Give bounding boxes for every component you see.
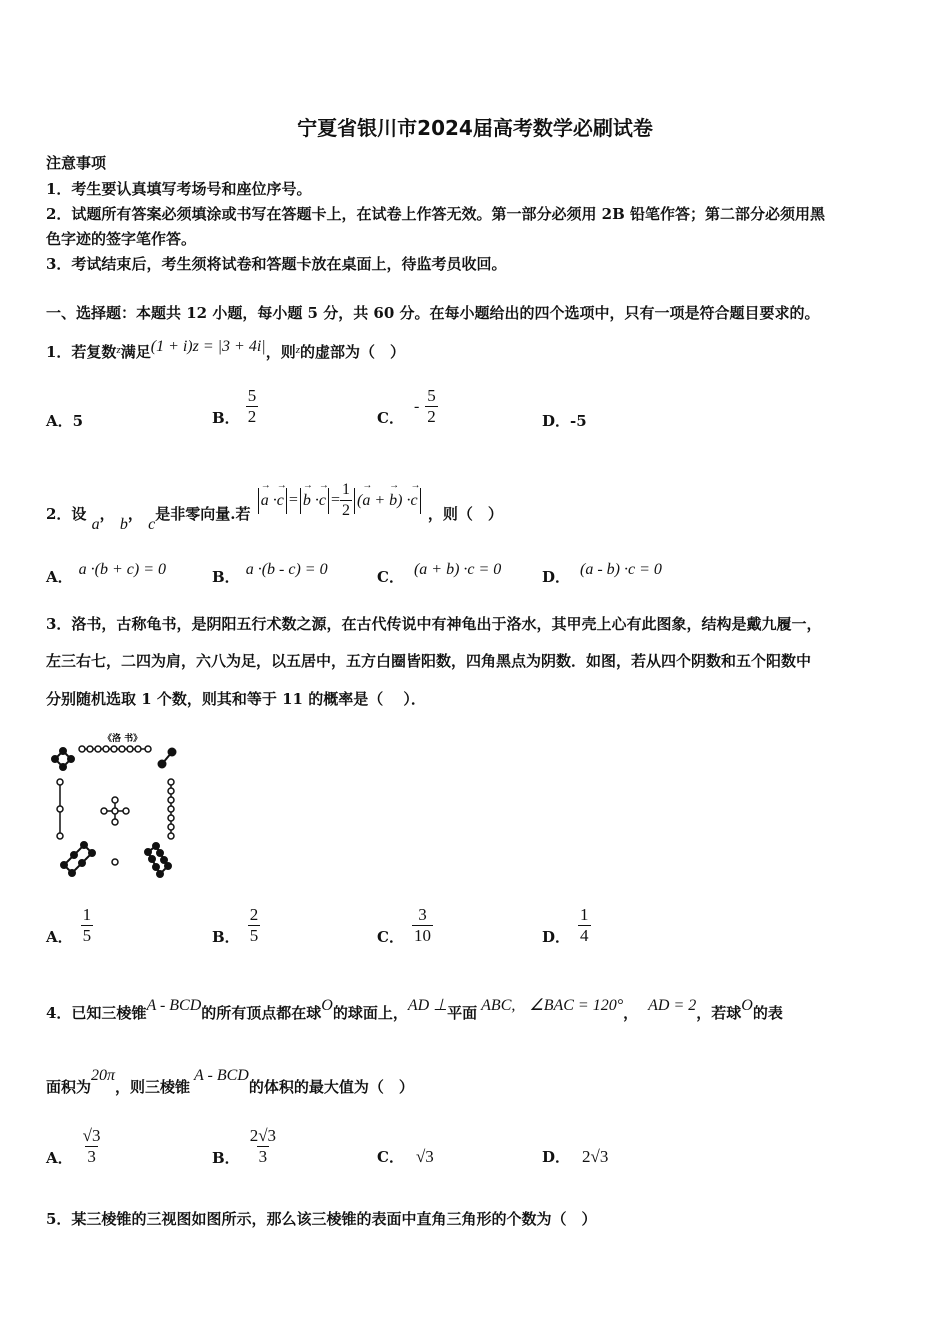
luoshu-four bbox=[52, 748, 74, 770]
notice-item: 2．试题所有答案必须填涂或书写在答题卡上，在试卷上作答无效。第一部分必须用 2B 铅笔作答；第二部分必须用黑 bbox=[46, 205, 826, 223]
question-3-line: 左三右七，二四为肩，六八为足，以五居中，五方白圈皆阳数，四角黑点为阴数．如图，若从四个阴数和五个阳数中 bbox=[46, 652, 812, 670]
q4-option-a[interactable]: A． $\frac{√3}{3}$ bbox=[46, 1126, 101, 1167]
notice-item: 3．考试结束后，考生须将试卷和答题卡放在桌面上，待监考员收回。 bbox=[46, 255, 507, 273]
luoshu-five bbox=[101, 797, 129, 825]
question-5: 5．某三棱锥的三视图如图所示，那么该三棱锥的表面中直角三角形的个数为（ ） bbox=[46, 1210, 597, 1228]
q2-mid: 是非零向量.若 bbox=[155, 504, 251, 523]
q2-option-a[interactable]: A． a ·(b + c) = 0 bbox=[46, 561, 166, 586]
section-heading: 一、选择题：本题共 12 小题，每小题 5 分，共 60 分。在每小题给出的四个选项中，只有一项是符合题目要求的。 bbox=[46, 304, 820, 322]
question-2: 2．设 a， b， c是非零向量.若 → a ·→ c =→ b ·→ c = $\frac{1}{2}$ (→ a + → b) ·→ c ，则（ ） bbox=[46, 472, 503, 513]
notice-item: 色字迹的签字笔作答。 bbox=[46, 230, 197, 248]
q1-var-z2: z bbox=[295, 344, 300, 356]
question-1 bbox=[46, 338, 405, 362]
q4-option-d[interactable]: D． 2√3 bbox=[542, 1147, 609, 1166]
question-3-line: 分别随机选取 1 个数，则其和等于 11 的概率是（ ）． bbox=[46, 690, 426, 708]
q1-post: ，则 bbox=[265, 343, 296, 361]
luoshu-one bbox=[112, 859, 118, 865]
question-4: 4．已知三棱锥A - BCD的所有顶点都在球O的球面上，AD ⊥平面 ABC, ∠BAC = 120°， AD = 2，若球O的表 bbox=[46, 997, 783, 1022]
q2-var-b: b bbox=[119, 515, 128, 533]
luoshu-seven bbox=[168, 779, 174, 839]
q2-post: ，则（ ） bbox=[427, 504, 503, 523]
q2-var-c: c bbox=[148, 515, 156, 533]
q1-option-c[interactable]: C．- $\frac{5}{2}$ bbox=[377, 386, 436, 427]
luoshu-caption: 《洛 书》 bbox=[103, 734, 143, 744]
q3-option-c[interactable]: C． $\frac{3}{10}$ bbox=[377, 905, 431, 946]
luoshu-figure bbox=[48, 730, 188, 880]
q3-option-b[interactable]: B． $\frac{2}{5}$ bbox=[212, 905, 259, 946]
q1-option-b[interactable]: B． $\frac{5}{2}$ bbox=[212, 386, 257, 427]
luoshu-eight bbox=[145, 843, 171, 877]
q1-post2: 的虚部为（ ） bbox=[300, 343, 406, 361]
q4-option-c[interactable]: C． √3 bbox=[377, 1147, 434, 1166]
q2-option-c[interactable]: C． (a + b) ·c = 0 bbox=[377, 561, 502, 586]
notice-heading: 注意事项 bbox=[46, 154, 107, 172]
q1-pre: 1．若复数 bbox=[46, 343, 117, 361]
q1-option-d[interactable]: D．-5 bbox=[542, 412, 587, 430]
q1-option-a[interactable]: A．5 bbox=[46, 412, 84, 430]
q1-mid: 满足 bbox=[120, 343, 151, 361]
question-3-line: 3．洛书，古称龟书，是阴阳五行术数之源，在古代传说中有神龟出于洛水，其甲壳上心有此图象，结构是戴九履一， bbox=[46, 615, 822, 633]
q4-option-b[interactable]: B． $\frac{2√3}{3}$ bbox=[212, 1126, 277, 1167]
q2-option-b[interactable]: B． a ·(b - c) = 0 bbox=[212, 561, 328, 586]
q1-equation: (1 + i)z = |3 + 4i| bbox=[150, 338, 266, 355]
q2-condition: → a ·→ c =→ b ·→ c = $\frac{1}{2}$ (→ a + → b) ·→ c bbox=[256, 480, 423, 521]
q3-option-d[interactable]: D． $\frac{1}{4}$ bbox=[542, 905, 589, 946]
q2-option-d[interactable]: D． (a - b) ·c = 0 bbox=[542, 561, 662, 586]
page-title: 宁夏省银川市2024届高考数学必刷试卷 bbox=[297, 116, 653, 140]
luoshu-six bbox=[61, 842, 95, 876]
q2-var-a: a bbox=[91, 515, 100, 533]
notice-item: 1．考生要认真填写考场号和座位序号。 bbox=[46, 180, 312, 198]
luoshu-three bbox=[57, 779, 63, 839]
q2-pre: 2．设 bbox=[46, 504, 87, 523]
question-4-line2: 面积为20π，则三棱锥A - BCD的体积的最大值为（ ） bbox=[46, 1067, 414, 1096]
q3-option-a[interactable]: A． $\frac{1}{5}$ bbox=[46, 905, 92, 946]
q1-var-z: z bbox=[116, 344, 121, 356]
luoshu-two bbox=[159, 749, 176, 768]
luoshu-nine bbox=[79, 746, 151, 752]
